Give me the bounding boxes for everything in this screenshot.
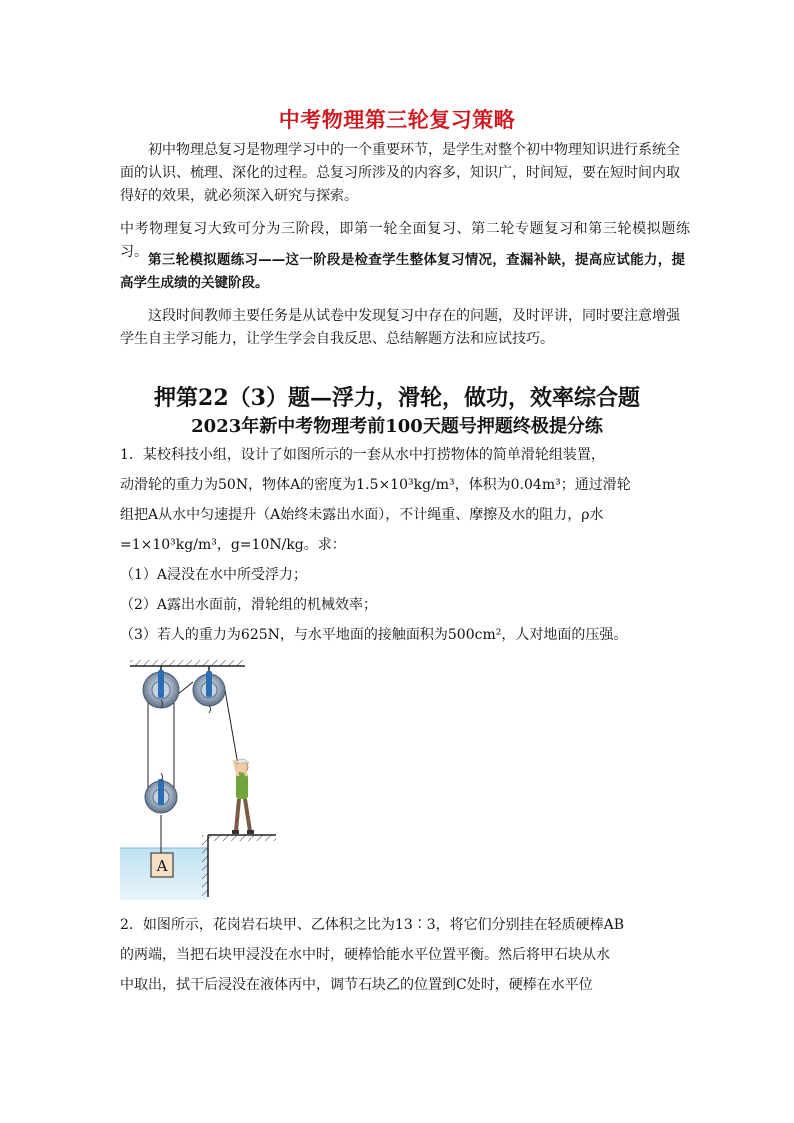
section-subheading: 2023年新中考物理考前100天题号押题终极提分练 [191, 416, 603, 437]
ceiling [130, 660, 245, 666]
page-title: 中考物理第三轮复习策略 [278, 108, 516, 132]
intro-paragraph-4: 这段时间教师主要任务是从试卷中发现复习中存在的问题，及时评讲，同时要注意增强学生自主学习能力，让学生学会自我反思、总结解题方法和应试技巧。 [120, 308, 680, 347]
question-1-sub-2: （2）A露出水面前，滑轮组的机械效率； [120, 597, 378, 613]
section-heading: 押第22（3）题—浮力，滑轮，做功，效率综合题 [154, 385, 640, 411]
question-2 [120, 910, 680, 1000]
question-2-line-2: 的两端，当把石块甲浸没在水中时，硬棒恰能水平位置平衡。然后将甲石块从水 [120, 947, 610, 963]
ground-ledge [202, 835, 276, 897]
intro-paragraph-2: 中考物理复习大致可分为三阶段，即第一轮全面复习、第二轮专题复习和第三轮模拟题练习。 [120, 221, 690, 260]
object-a [151, 853, 173, 877]
movable-pulley [145, 773, 177, 813]
fixed-pulley-right [193, 666, 225, 713]
question-1-sub-1: （1）A浸没在水中所受浮力； [120, 567, 308, 583]
person-figure [232, 759, 254, 834]
intro-paragraph-1: 初中物理总复习是物理学习中的一个重要环节，是学生对整个初中物理知识进行系统全面的认识、梳理、深化的过程。总复习所涉及的内容多，知识广，时间短，要在短时间内取得好的效果，就必须深入研究与探索。 [120, 142, 680, 204]
question-2-line-3: 中取出，拭干后浸没在液体丙中，调节石块乙的位置到C处时，硬棒在水平位 [120, 977, 593, 993]
question-1-line-2: 动滑轮的重力为50N，物体A的密度为1.5×10³kg/m³，体积为0.04m³；通过滑轮 [120, 477, 631, 493]
question-1-line-1: 1．某校科技小组，设计了如图所示的一套从水中打捞物体的简单滑轮组装置， [120, 447, 605, 463]
fixed-pulley-left [143, 666, 179, 708]
object-a-label: A [156, 857, 168, 875]
intro-paragraph-3: 第三轮模拟题练习——这一阶段是检查学生整体复习情况，查漏补缺，提高应试能力，提高学生成绩的关键阶段。 [120, 252, 685, 291]
question-1-line-3: 组把A从水中匀速提升（A始终未露出水面），不计绳重、摩擦及水的阻力，ρ水 [120, 507, 604, 523]
question-1-line-4: =1×10³kg/m³，g=10N/kg。求： [120, 537, 346, 553]
question-2-line-1: 2．如图所示，花岗岩石块甲、乙体积之比为13∶3，将它们分别挂在轻质硬棒AB [120, 917, 625, 933]
question-1 [120, 440, 680, 650]
pulley-figure [120, 655, 285, 900]
question-1-sub-3: （3）若人的重力为625N，与水平地面的接触面积为500cm²，人对地面的压强。 [120, 627, 628, 643]
